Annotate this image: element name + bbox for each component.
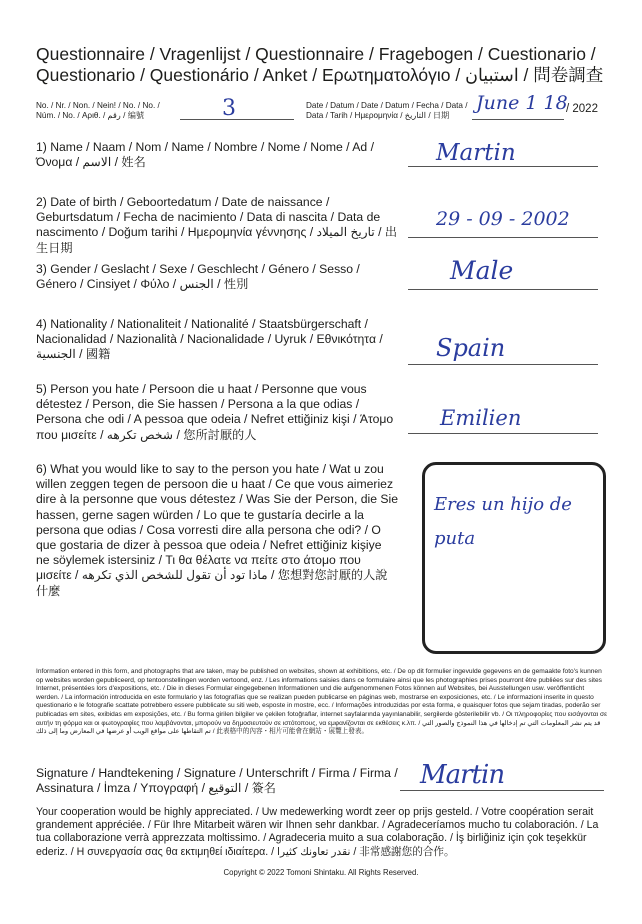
answer-gender[interactable]: Male (450, 256, 514, 285)
date-value[interactable]: June 1 18 (476, 92, 568, 114)
signature-label: Signature / Handtekening / Signature / Unterschrift / Firma / Firma / Assinatura / İmza / Υπογραφή / التوقيع / 簽名 (36, 766, 398, 796)
form-title: Questionnaire / Vragenlijst / Questionnaire / Fragebogen / Cuestionario / Questionario / Questionário / Anket / Ερωτηματολόγιο / استبيان / 問卷調查 (36, 44, 604, 85)
number-label (36, 101, 226, 121)
number-label-line-2: Núm. / No. / Αριθ. / رقم / 编號 (36, 111, 145, 120)
number-value[interactable]: 3 (222, 96, 236, 121)
answer-dob[interactable]: 29 - 09 - 2002 (436, 208, 570, 230)
year-value: / 2022 (566, 103, 598, 115)
answer-dob-line (408, 237, 598, 238)
answer-gender-line (408, 289, 598, 290)
question-name: 1) Name / Naam / Nom / Name / Nombre / Nome / Nome / Ad / Όνομα / الاسم / 姓名 (36, 140, 374, 170)
answer-name[interactable]: Martin (436, 140, 516, 166)
date-label (306, 101, 480, 121)
question-nationality: 4) Nationality / Nationaliteit / Nationalité / Staatsbürgerschaft / Nacionalidad / Nazionalità / Nacionalidade / Uyruk / Εθνικότητα / الجنسية / 國籍 (36, 317, 383, 362)
signature-line (400, 790, 604, 791)
copyright: Copyright © 2022 Tomoni Shintaku. All Rights Reserved. (223, 868, 419, 877)
cooperation-text: Your cooperation would be highly appreciated. / Uw medewerking wordt zeer op prijs gesteld. / Votre coopération serait grandement appréciée. / Für Ihre Mitarbeit wären wir Ihnen sehr dankbar. / Agradeceríamos mucho tu colaboración. / La tua collaborazione verrà apprezzata moltissimo. / Agradeceria muito a sua colaboração. / İş birliğiniz için çok teşekkür ederiz. / Η συνεργασία σας θα εκτιμηθεί ιδιαίτερα. / نقدر تعاونك كثيرا / 非常感謝您的合作。 (36, 806, 599, 858)
answer-nationality-line (408, 364, 598, 365)
question-dob: 2) Date of birth / Geboortedatum / Date de naissance / Geburtsdatum / Fecha de nacimiento / Data di nascita / Data de nascimento / Doğum tarihi / Ημερομηνία γέννησης / تاريخ الميلاد / 出生日期 (36, 195, 398, 255)
disclaimer-text: Information entered in this form, and photographs that are taken, may be published on websites, shown at exhibitions, etc. / De op dit formulier ingevulde gegevens en de gemaakte foto's kunnen op websites worden gepubliceerd, op tentoonstellingen worden vertoond, enz. / Les informations saisies dans ce formulaire ainsi que les photographies prises pourront être publiées sur des sites Internet, présentées lors d'expositions, etc. / Die in dieses Formular eingegebenen Informationen und die aufgenommenen Fotos können auf Websites, bei Ausstellungen usw. veröffentlicht werden. / La información introducida en este formulario y las fotografías que se realizan pueden publicarse en páginas web, mostrarse en exposiciones, etc. / Le informazioni inserite in questo questionario e le fotografie scattate potrebbero essere pubblicate su siti web, esposte in mostre, ecc. / Informações introduzidas por esta forma, e quaisquer fotos que sejam tiradas, poderão ser publicadas em sites, exibidas em exposições, etc. / Bu forma girilen bilgiler ve çekilen fotoğraflar, internet sayfalarında yayınlanabilir, sergilerde gösterilebilir vb. / Οι πληροφορίες που εισάγονται σε αυτήν τη φόρμα και οι φωτογραφίες που λαμβάνονται, μπορούν να δημοσιευτούν σε ιστότοπους, να εμφανίζονται σε εκθέσεις κ.λπ. / قد يتم نشر المعلومات التي تم إدخالها في هذا النموذج والصور التي تم التقاطها على مواقع الويب أو عرضها في المعارض وما إلى ذلك / 此表格中的內容・相片可能會在網站・展覽上發表。 (36, 668, 608, 736)
signature-value[interactable]: Martin (420, 760, 505, 790)
answer-nationality[interactable]: Spain (436, 334, 506, 362)
date-label-line-1: Date / Datum / Date / Datum / Fecha / Data / (306, 101, 468, 110)
question-gender: 3) Gender / Geslacht / Sexe / Geschlecht / Género / Sesso / Género / Cinsiyet / Φύλο / الجنس / 性別 (36, 262, 360, 292)
answer-person-hate[interactable]: Emilien (440, 406, 522, 430)
question-person-hate: 5) Person you hate / Persoon die u haat / Personne que vous détestez / Person, die Sie hassen / Persona a la que odias / Persona che odi / A pessoa que odeia / Nefret ettiğiniz kişi / Άτομο που μισείτε / شخص تكرهه / 您所討厭的人 (36, 382, 394, 442)
number-label-line-1: No. / Nr. / Non. / Nein! / No. / No. / (36, 101, 160, 110)
question-message: 6) What you would like to say to the person you hate / Wat u zou willen zeggen tegen de persoon die u haat / Ce que vous aimeriez dire à la personne que vous détestez / Was Sie der Person, die Sie hassen, gerne sagen würden / Lo que te gustaría decirle a la persona que odias / Cosa vorresti dire alla persona che odi? / O que gostaria de dizer à pessoa que odeia / Nefret ettiğiniz kişiye ne söylemek istersiniz / Τι θα θέλατε να πείτε στο άτομο που μισείτε / ماذا تود أن تقول للشخص الذي تكرهه / 您想對您討厭的人說什麼 (36, 462, 398, 598)
answer-person-hate-line (408, 433, 598, 434)
number-underline (180, 119, 294, 120)
answer-name-line (408, 166, 598, 167)
answer-message[interactable]: Eres un hijo de puta (434, 494, 572, 549)
date-label-line-2: Data / Tarih / Ημερομηνία / التاريخ / 日期 (306, 111, 450, 120)
date-underline (472, 119, 564, 120)
